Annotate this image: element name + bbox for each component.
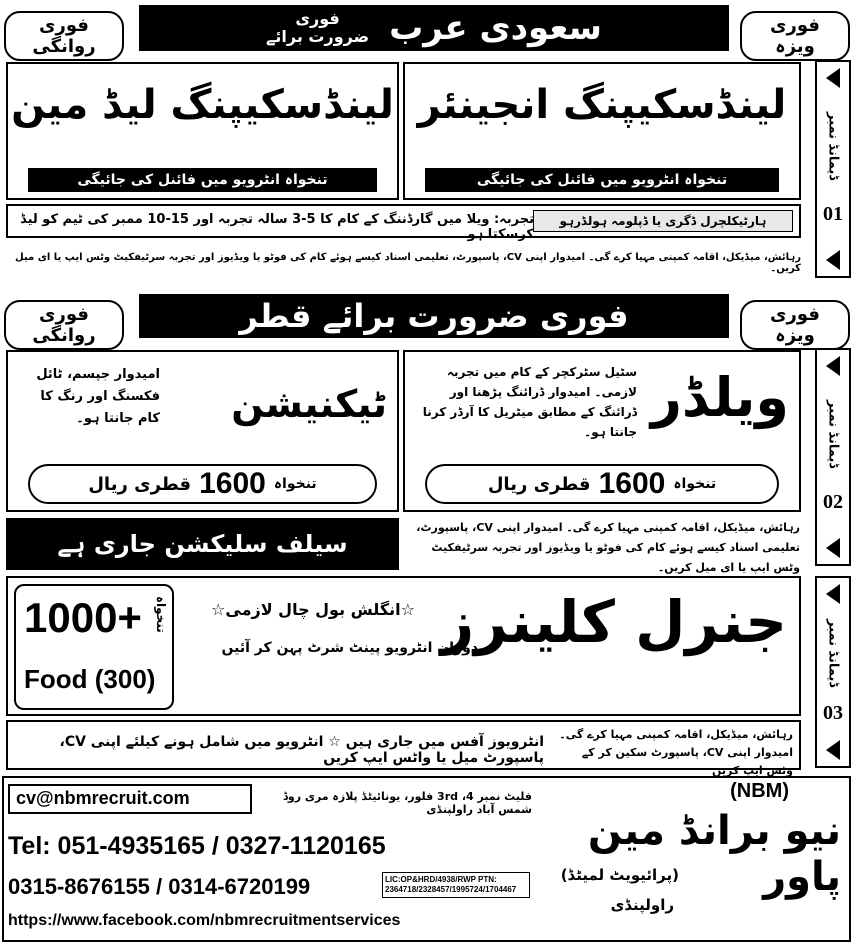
- office-address: فلیٹ نمبر 4، 3rd فلور، یونائیٹڈ پلازہ مری روڈ شمس آباد راولپنڈی: [282, 790, 532, 816]
- demand-sidebar-01: [815, 60, 851, 278]
- urgent-visa-badge: فوری ویزہ: [740, 11, 850, 61]
- saudi-title-text: سعودی عرب: [389, 8, 602, 48]
- interview-info-row: [6, 720, 801, 777]
- email-box[interactable]: [8, 784, 252, 814]
- arrow-icon: [826, 584, 840, 604]
- qualification-text: ہارٹیکلچرل ڈگری یا ڈپلومہ ہولڈرہو: [533, 210, 793, 232]
- demand-sidebar-02: [815, 348, 851, 566]
- job-salary: تنخواہ انٹرویو میں فائنل کی جائیگی: [425, 168, 779, 192]
- urgent-visa-badge: فوری ویزہ: [740, 300, 850, 350]
- salary-label: تنخواہ: [273, 476, 317, 492]
- demand-number: 02: [823, 491, 843, 514]
- demand-number: 03: [823, 702, 843, 725]
- job-card-welder: [403, 350, 801, 512]
- salary-amount: 1600: [598, 467, 666, 500]
- note-dress-code: دوران انٹرویو پینٹ شرٹ پہن کر آئیں: [221, 640, 478, 656]
- job-card-landscaping-engineer: [403, 62, 801, 200]
- qatar-title: فوری ضرورت برائے قطر: [139, 294, 729, 338]
- job-title: لینڈسکیپنگ انجینئر: [417, 82, 787, 128]
- email[interactable]: cv@nbmrecruit.com: [16, 788, 190, 808]
- job-title: ویلڈر: [650, 366, 789, 429]
- phone-numbers[interactable]: Tel: 051-4935165 / 0327-1120165: [8, 832, 386, 860]
- company-type: (پرائیویٹ لمیٹڈ): [560, 866, 679, 884]
- requirements-row: [6, 204, 801, 242]
- demand-label: ڈیمانڈ نمبر: [825, 399, 841, 468]
- job-card-landscaping-leadman: [6, 62, 399, 200]
- demand-label: ڈیمانڈ نمبر: [825, 618, 841, 688]
- demand-label: ڈیمانڈ نمبر: [825, 111, 841, 180]
- facebook-link[interactable]: https://www.facebook.com/nbmrecruitmentservices: [8, 912, 401, 929]
- salary-label: تنخواہ: [673, 476, 717, 492]
- benefits-2: رہائش، میڈیکل، اقامہ کمپنی مہیا کرے گی۔ امیدوار اپنی CV، پاسپورٹ، تعلیمی اسناد کیسے ہوئے کام کی فوٹو یا ویڈیوز اور تجربہ سرٹیفکیٹ وٹس ایپ یا ای میل کریں۔: [416, 521, 800, 574]
- mobile-numbers[interactable]: 0315-8676155 / 0314-6720199: [8, 874, 311, 899]
- experience-text: تجربہ: ویلا میں گارڈننگ کے کام کا 5-3 سالہ تجربہ اور 15-10 ممبر کی ٹیم کو لیڈ کرسکتا ہو: [20, 212, 534, 242]
- company-name: نیو برانڈ مین پاور: [587, 808, 841, 900]
- company-city: راولپنڈی: [610, 896, 674, 914]
- note-english: ☆انگلش بول چال لازمی☆: [211, 600, 415, 619]
- job-desc: امیدوار جپسم، ٹائل فکسنگ اور رنگ کا کام جانتا ہو۔: [36, 367, 160, 426]
- license-info: LIC:OP&HRD/4938/RWP PTN: 2364718/2328457/1995724/1704467: [382, 872, 530, 898]
- job-salary: [425, 464, 779, 504]
- job-salary: [28, 464, 377, 504]
- food-allowance: Food (300): [24, 664, 156, 694]
- company-abbr: (NBM): [730, 780, 789, 802]
- demand-number: 01: [823, 203, 843, 226]
- arrow-icon: [826, 740, 840, 760]
- benefits-3: رہائش، میڈیکل، اقامہ کمپنی مہیا کرے گی۔ امیدوار اپنی CV، پاسپورٹ سکین کر کے وٹس ایپ کریں: [559, 728, 793, 777]
- salary-amount: 1000+: [24, 594, 142, 641]
- urgent-departure-badge: فوری روانگی: [4, 11, 124, 61]
- footer: [2, 776, 851, 942]
- saudi-subtitle: فوری ضرورت برائے: [266, 9, 370, 46]
- self-selection-banner: سیلف سلیکشن جاری ہے: [6, 518, 399, 570]
- arrow-icon: [826, 250, 840, 270]
- arrow-icon: [826, 538, 840, 558]
- interview-info: انٹرویوز آفس میں جاری ہیں ☆ انٹرویو میں شامل ہونے کیلئے اپنی CV، پاسپورٹ میل یا واٹس ایپ کریں: [59, 734, 544, 766]
- demand-sidebar-03: [815, 576, 851, 768]
- job-title: لینڈسکیپنگ لیڈ مین: [11, 82, 394, 128]
- header-saudi: [4, 3, 850, 55]
- job-title: جنرل کلینرز: [440, 588, 787, 656]
- job-desc: سٹیل سٹرکچر کے کام میں تجربہ لازمی۔ امیدوار ڈرائنگ پڑھنا اور ڈرائنگ کے مطابق میٹریل کا آرڈر کرنا جانتا ہو۔: [422, 365, 637, 439]
- salary-currency: قطری ریال: [88, 473, 192, 495]
- header-qatar: [4, 290, 850, 346]
- job-card-technician: [6, 350, 399, 512]
- salary-amount: 1600: [199, 467, 266, 500]
- arrow-icon: [826, 356, 840, 376]
- benefits-1: رہائش، میڈیکل، اقامہ کمپنی مہیا کرے گی۔ امیدوار اپنی CV، پاسپورٹ، تعلیمی اسناد کیسے ہوئے کام کی فوٹو یا ویڈیوز اور تجربہ سرٹیفکیٹ وٹس ایپ یا ای میل کریں۔: [15, 252, 801, 274]
- job-salary: تنخواہ انٹرویو میں فائنل کی جائیگی: [28, 168, 377, 192]
- job-title: ٹیکنیشن: [231, 382, 387, 426]
- urgent-departure-badge: فوری روانگی: [4, 300, 124, 350]
- salary-box: [14, 584, 174, 710]
- job-card-general-cleaners: [6, 576, 801, 716]
- arrow-icon: [826, 68, 840, 88]
- saudi-title: [139, 5, 729, 51]
- salary-label: تنخواہ: [154, 596, 168, 633]
- salary-currency: قطری ریال: [487, 473, 591, 495]
